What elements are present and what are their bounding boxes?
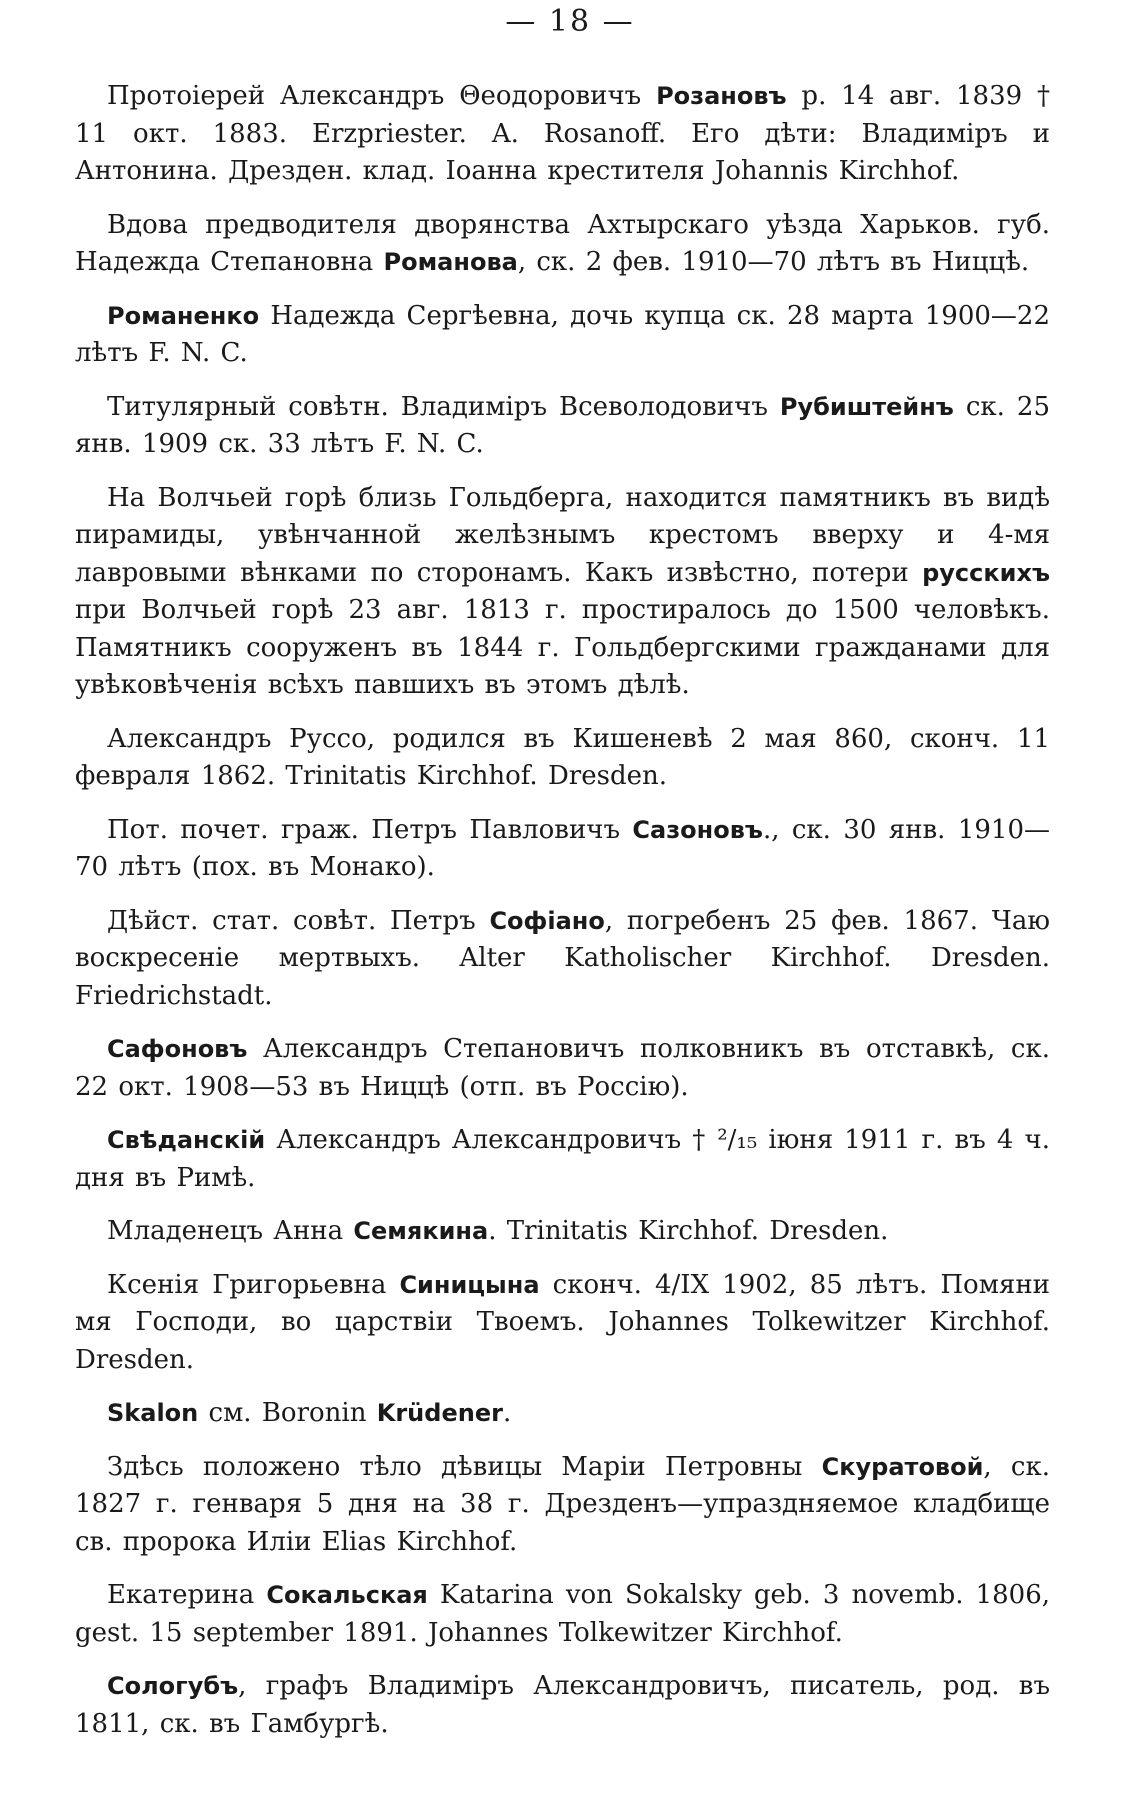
entry-surname: Krüdener [376,1399,503,1427]
entry [75,812,1050,887]
entry-text: см. Boronin [198,1398,377,1428]
entry [75,721,1050,796]
entry-text: , погребенъ 25 фев. 1867. Чаю воскресеніе мертвыхъ. Alter Katholischer Kirchhof. Dresden. Friedrichstadt. [75,905,1050,1011]
entry-surname: русскихъ [922,558,1050,587]
entry-text: Титулярный совѣтн. Владиміръ Всеволодовичъ [107,391,780,422]
entry-surname: Скуратовой [821,1452,984,1481]
entry-surname: Skalon [107,1399,199,1427]
entry-surname: Рубиштейнъ [779,392,954,421]
entry [75,1577,1050,1652]
entry-surname: Сазоновъ [632,815,763,844]
entry-surname: Сафоновъ [107,1035,248,1063]
entry [75,903,1050,1016]
entry-text: Младенецъ Анна [107,1216,354,1246]
entry-text: р. 14 авг. 1839 † 11 окт. 1883. Erzpriester. A. Rosanoff. Его дѣти: Владиміръ и Антонина. Дрезден. клад. Іоанна крестителя Johannis Kirchhof. [75,81,1050,186]
entry-list [75,78,1050,1759]
entry-text: Katarina von Sokalsky geb. 3 novemb. 1806, gest. 15 september 1891. Johannes Tolkewitzer Kirchhof. [75,1580,1050,1648]
entry-text: Дѣйст. стат. совѣт. Петръ [107,905,490,936]
entry-surname: Романенко [107,301,260,330]
entry-text: Протоіерей Александръ Θеодоровичъ [107,81,657,111]
entry [75,1395,1050,1433]
entry [75,207,1050,282]
entry [75,1031,1050,1106]
entry [75,78,1050,191]
entry [75,1449,1050,1562]
entry [75,1267,1050,1380]
entry-text: сконч. 4/IX 1902, 85 лѣтъ. Помяни мя Господи, во царствіи Твоемъ. Johannes Tolkewitzer Kirchhof. Dresden. [75,1269,1050,1375]
entry-text: Вдова предводителя дворянства Ахтырскаго уѣзда Харьков. губ. Надежда Степановна [75,209,1050,277]
entry-surname: Сокальская [266,1581,428,1609]
entry-text: Пот. почет. граж. Петръ Павловичъ [107,814,633,845]
entry-text: , графъ Владиміръ Александровичъ, писатель, род. въ 1811, ск. въ Гамбургѣ. [75,1671,1050,1739]
entry-text: ., ск. 30 янв. 1910—70 лѣтъ (пох. въ Монако). [75,814,1050,882]
entry-text: . Trinitatis Kirchhof. Dresden. [488,1216,889,1246]
entry-text: Ксенія Григорьевна [107,1269,400,1300]
entry-surname: Свѣданскій [107,1126,266,1154]
entry [75,1122,1050,1197]
entry-text: Екатерина [107,1580,267,1610]
entry-surname: Семякина [353,1217,489,1245]
entry-text: Здѣсь положено тѣло дѣвицы Маріи Петровны [107,1451,822,1482]
page-number: — 18 — [505,4,635,39]
entry-text: , ск. 1827 г. генваря 5 дня на 38 г. Дрезденъ—упраздняемое кладбище св. пророка Иліи Elias Kirchhof. [75,1451,1051,1557]
entry-surname: Розановъ [656,82,787,110]
entry-text: , ск. 2 фев. 1910—70 лѣтъ въ Ниццѣ. [517,247,1030,277]
entry-surname: Софiано [489,906,605,935]
entry-text: На Волчьей горѣ близь Гольдберга, находится памятникъ въ видѣ пирамиды, увѣнчанной желѣзнымъ крестомъ вверху и 4-мя лавровыми вѣнками по сторонамъ. Какъ извѣстно, потери [75,482,1050,588]
entry-text: . [502,1398,512,1428]
entry-text: Александръ Руссо, родился въ Кишеневѣ 2 мая 860, сконч. 11 февраля 1862. Trinitatis Kirchhof. Dresden. [75,723,1050,791]
entry [75,298,1050,373]
entry-surname: Сологубъ [107,1672,239,1700]
entry-text: при Волчьей горѣ 23 авг. 1813 г. простиралось до 1500 человѣкъ. Памятникъ сооруженъ въ 1844 г. Гольдбергскими гражданами для увѣковѣченія всѣхъ павшихъ въ этомъ дѣлѣ. [75,595,1050,700]
entry [75,1668,1050,1743]
entry-text: Александръ Александровичъ † ²/₁₅ іюня 1911 г. въ 4 ч. дня въ Римѣ. [75,1125,1050,1193]
entry [75,1213,1050,1251]
entry [75,389,1050,464]
entry-text: Александръ Степановичъ полковникъ въ отставкѣ, ск. 22 окт. 1908—53 въ Ниццѣ (отп. въ Россію). [75,1034,1050,1102]
entry [75,480,1050,705]
entry-text: ск. 25 янв. 1909 ск. 33 лѣтъ F. N. C. [75,391,1050,459]
entry-surname: Синицына [399,1270,540,1299]
entry-surname: Романова [383,248,518,276]
entry-text: Надежда Сергѣевна, дочь купца ск. 28 марта 1900—22 лѣтъ F. N. C. [75,300,1050,368]
